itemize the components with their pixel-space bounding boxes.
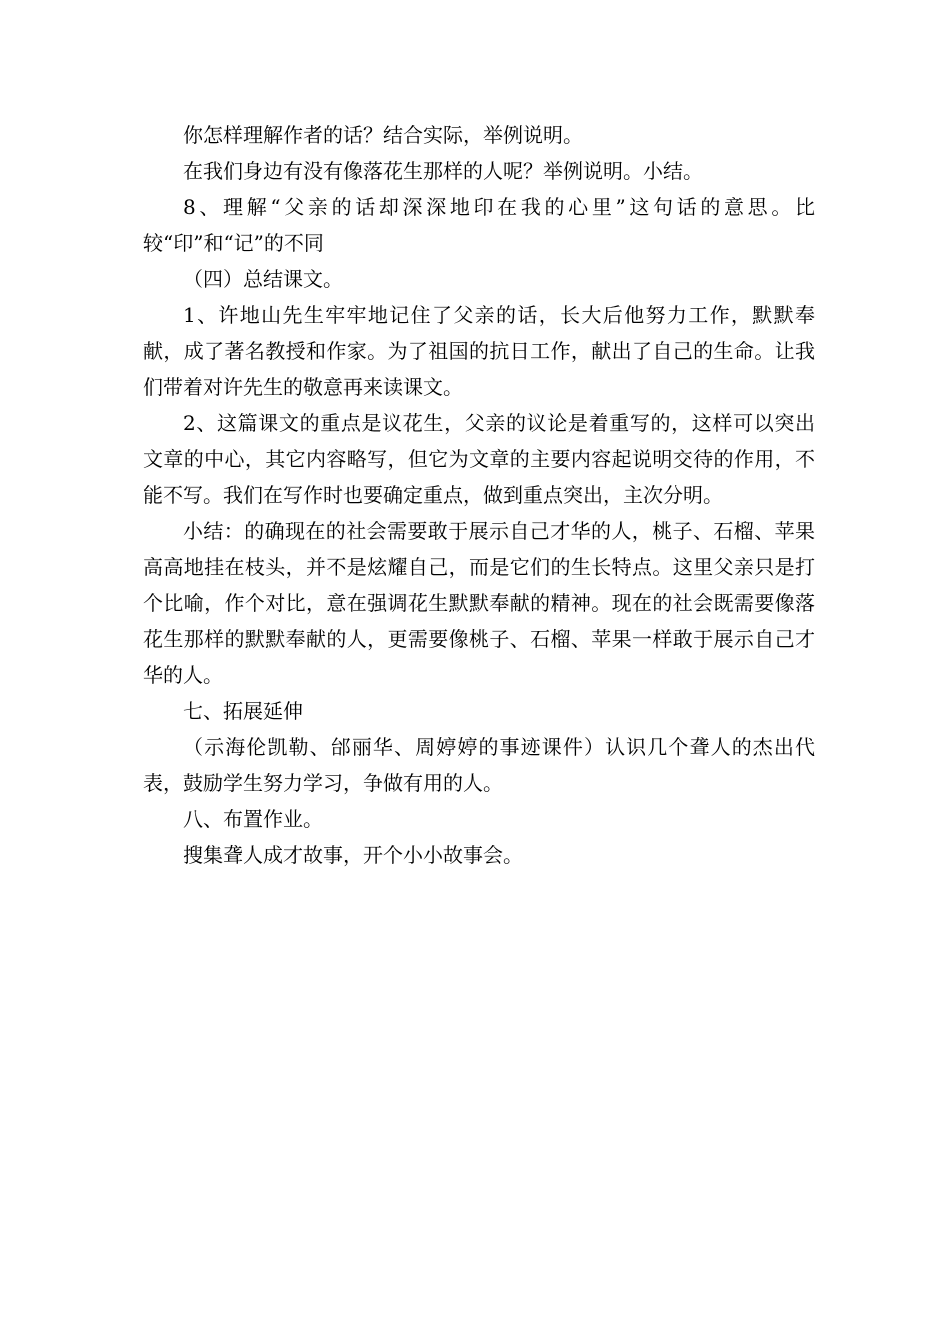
paragraph-summary-2: 2、这篇课文的重点是议花生，父亲的议论是着重写的，这样可以突出文章的中心，其它内容略写，但它为文章的主要内容起说明交待的作用，不能不写。我们在写作时也要确定重点，做到重点突出，主次分明。 (143, 411, 815, 507)
document-body (143, 117, 815, 873)
paragraph-extension: （示海伦凯勒、邰丽华、周婷婷的事迹课件）认识几个聋人的杰出代表，鼓励学生努力学习，争做有用的人。 (143, 735, 815, 795)
section-heading-summary: （四）总结课文。 (183, 267, 343, 291)
paragraph-question-examples: 在我们身边有没有像落花生那样的人呢？举例说明。小结。 (183, 159, 703, 183)
paragraph-step-8: 8、理解“父亲的话却深深地印在我的心里”这句话的意思。比较“印”和“记”的不同 (143, 195, 815, 255)
section-heading-homework: 八、布置作业。 (183, 807, 323, 831)
paragraph-question-understanding: 你怎样理解作者的话？结合实际，举例说明。 (183, 123, 583, 147)
section-heading-extension: 七、拓展延伸 (183, 699, 303, 723)
paragraph-homework: 搜集聋人成才故事，开个小小故事会。 (183, 843, 523, 867)
paragraph-conclusion: 小结：的确现在的社会需要敢于展示自己才华的人，桃子、石榴、苹果高高地挂在枝头，并不是炫耀自己，而是它们的生长特点。这里父亲只是打个比喻，作个对比，意在强调花生默默奉献的精神。现在的社会既需要像落花生那样的默默奉献的人，更需要像桃子、石榴、苹果一样敢于展示自己才华的人。 (143, 519, 815, 687)
paragraph-summary-1: 1、许地山先生牢牢地记住了父亲的话，长大后他努力工作，默默奉献，成了著名教授和作家。为了祖国的抗日工作，献出了自己的生命。让我们带着对许先生的敬意再来读课文。 (143, 303, 815, 399)
